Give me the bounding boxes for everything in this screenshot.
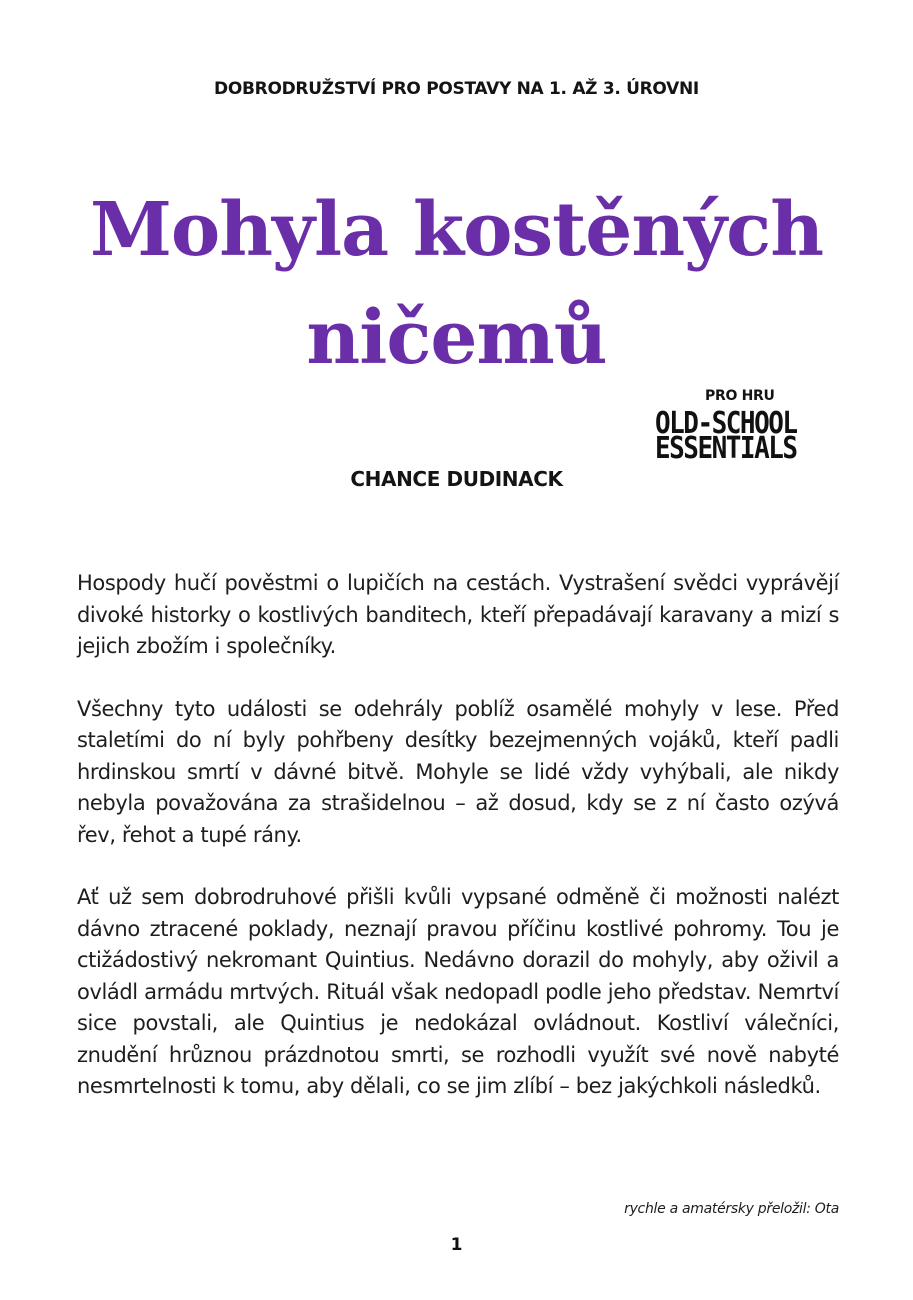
- title-line-2: ničemů: [306, 295, 607, 381]
- author-name: CHANCE DUDINACK: [350, 467, 563, 491]
- page-number: 1: [450, 1235, 463, 1255]
- translator-note: rychle a amatérsky přeložil: Ota: [624, 1201, 839, 1217]
- ose-logo-line-1: OLD-SCHOOL: [655, 406, 797, 442]
- intro-text: [77, 568, 839, 1134]
- paragraph: Ať už sem dobrodruhové přišli kvůli vypsané odměně či možnosti nalézt dávno ztracené poklady, neznají pravou příčinu kostlivé pohromy. Tou je ctižádostivý nekromant Quintius. Nedávno dorazil do mohyly, aby oživil a ovládl armádu mrtvých. Rituál však nedopadl podle jeho představ. Nemrtví sice povstali, ale Quintius je nedokázal ovládnout. Kostliví válečníci, znudění hrůznou prázdnotou smrti, se rozhodli využít své nově nabyté nesmrtelnosti k tomu, aby dělali, co se jim zlíbí – bez jakýchkoli následků.: [77, 885, 839, 1098]
- page-title: [0, 176, 913, 392]
- game-system-badge: [655, 388, 835, 467]
- paragraph: Všechny tyto události se odehrály poblíž osamělé mohyly v lese. Před staletími do ní byly pohřbeny desítky bezejmenných vojáků, kteří padli hrdinskou smrtí v dávné bitvě. Mohyle se lidé vždy vyhýbali, ale nikdy nebyla považována za strašidelnou – až dosud, kdy se z ní často ozývá řev, řehot a tupé rány.: [77, 696, 839, 847]
- paragraph: Hospody hučí pověstmi o lupičích na cestách. Vystrašení svědci vyprávějí divoké historky o kostlivých banditech, kteří přepadávají karavany a mizí s jejich zbožím i společníky.: [77, 571, 839, 658]
- title-line-1: Mohyla kostěných: [89, 187, 824, 273]
- game-badge-prefix: PRO HRU: [705, 388, 775, 404]
- ose-logo-line-2: ESSENTIALS: [655, 431, 797, 467]
- adventure-level-subtitle: DOBRODRUŽSTVÍ PRO POSTAVY NA 1. AŽ 3. ÚROVNI: [214, 79, 699, 99]
